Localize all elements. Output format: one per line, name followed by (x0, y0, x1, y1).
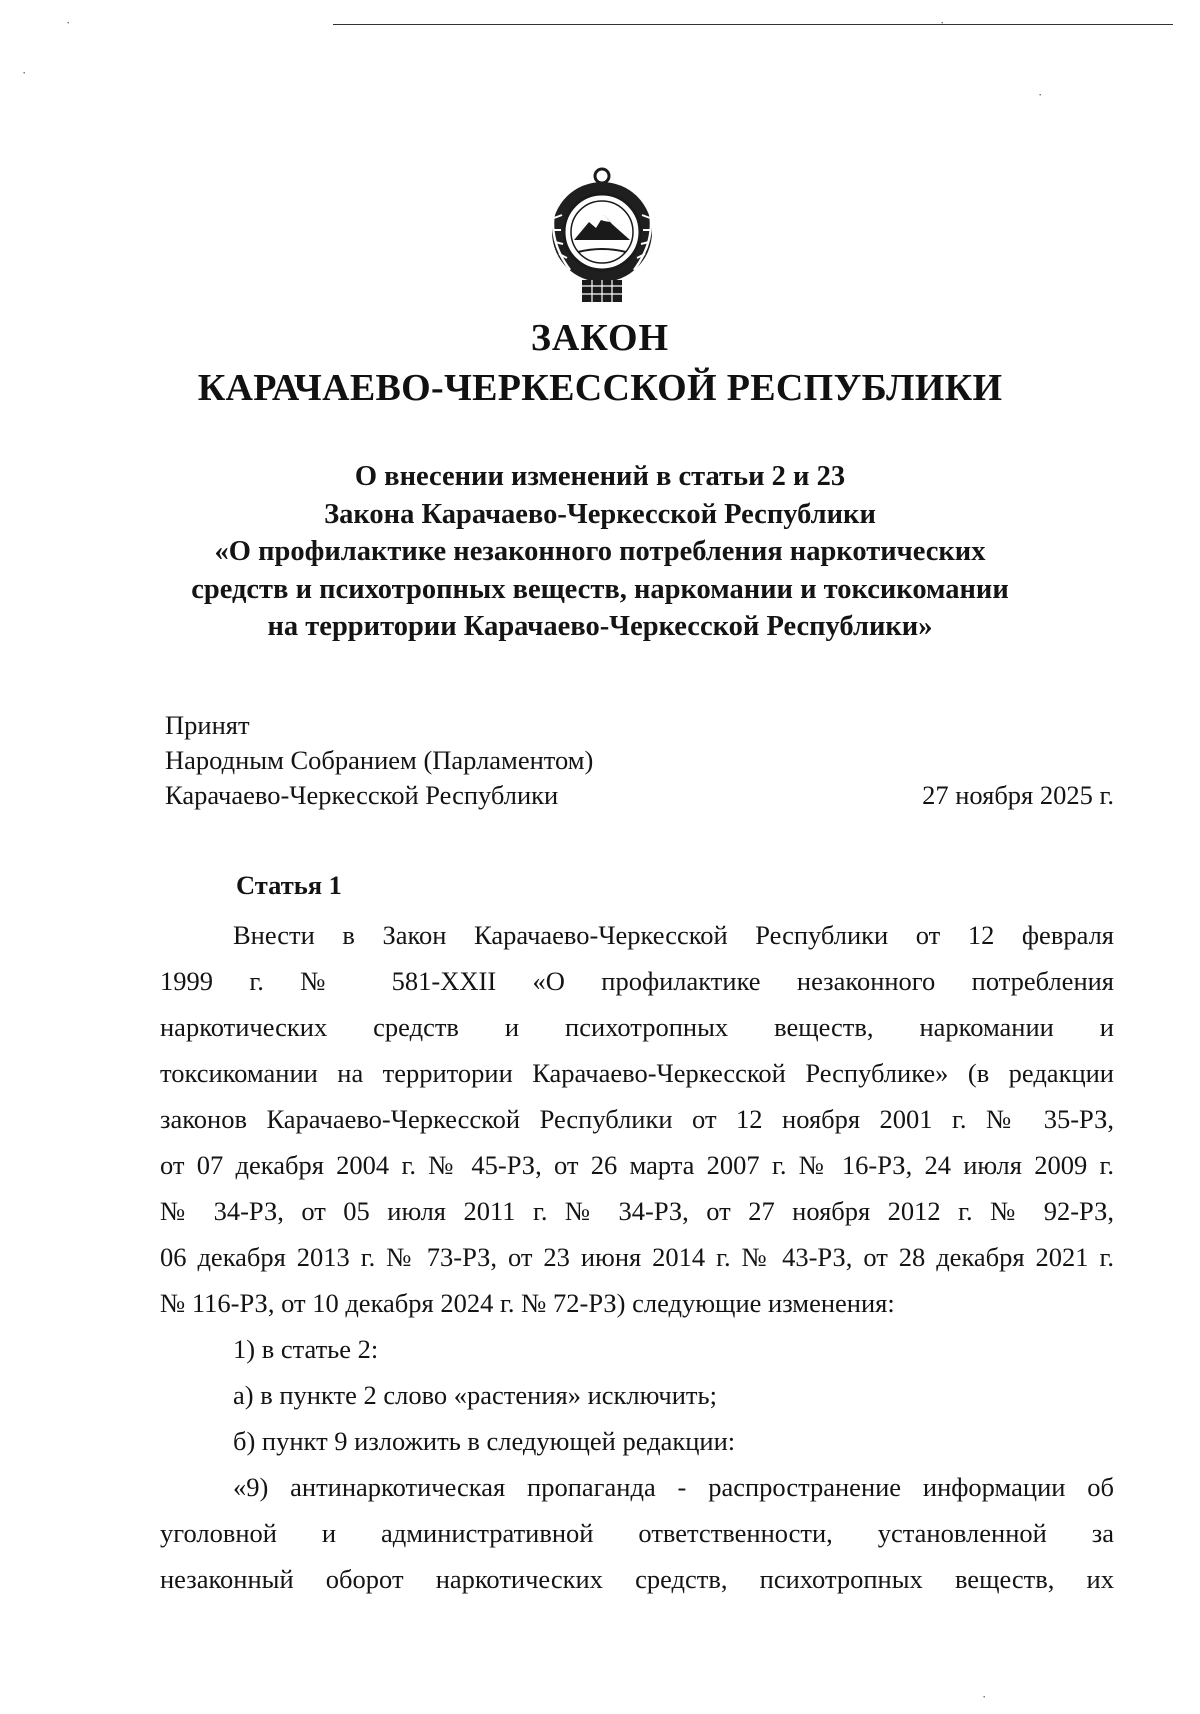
adoption-date: 27 ноября 2025 г. (922, 780, 1114, 810)
paragraph-line: 1999 г. № 581-XXII «О профилактике незаконного потребления (160, 966, 1114, 996)
scan-speck: · (940, 15, 945, 30)
paragraph-line: токсикомании на территории Карачаево-Черкесской Республике» (в редакции (160, 1058, 1114, 1088)
paragraph-line: от 07 декабря 2004 г. № 45-РЗ, от 26 марта 2007 г. № 16-РЗ, 24 июля 2009 г. (160, 1150, 1114, 1180)
paragraph-line: уголовной и административной ответственности, установленной за (160, 1518, 1114, 1548)
law-republic-title: КАРАЧАЕВО-ЧЕРКЕССКОЙ РЕСПУБЛИКИ (197, 367, 1003, 409)
subtitle-line: О внесении изменений в статьи 2 и 23 (354, 461, 846, 492)
paragraph-line: «9) антинаркотическая пропаганда - распространение информации об (233, 1472, 1114, 1502)
scan-speck: · (66, 15, 71, 30)
paragraph-line: 06 декабря 2013 г. № 73-РЗ, от 23 июня 2014 г. № 43-РЗ, от 28 декабря 2021 г. (160, 1242, 1114, 1272)
list-item: 1) в статье 2: (233, 1334, 379, 1364)
paragraph-line: № 34-РЗ, от 05 июля 2011 г. № 34-РЗ, от 27 ноября 2012 г. № 92-РЗ, (160, 1196, 1114, 1226)
adoption-line: Принят (165, 710, 250, 740)
law-title: ЗАКОН (530, 317, 670, 359)
adoption-block (165, 708, 593, 813)
article-heading: Статья 1 (236, 870, 342, 900)
paragraph-line: незаконный оборот наркотических средств, психотропных веществ, их (160, 1564, 1114, 1594)
list-item: а) в пункте 2 слово «растения» исключить; (233, 1380, 717, 1410)
paragraph-line: наркотических средств и психотропных веществ, наркомании и (160, 1012, 1114, 1042)
scan-speck: · (1038, 87, 1043, 102)
list-item: б) пункт 9 изложить в следующей редакции: (233, 1426, 736, 1456)
law-subtitle (0, 458, 1200, 646)
adoption-line: Народным Собранием (Парламентом) (165, 745, 594, 775)
scan-speck: · (982, 1689, 987, 1704)
paragraph-line: № 116-РЗ, от 10 декабря 2024 г. № 72-РЗ) следующие изменения: (160, 1288, 895, 1318)
scan-speck: · (22, 65, 27, 80)
paragraph-line: законов Карачаево-Черкесской Республики от 12 ноября 2001 г. № 35-РЗ, (160, 1104, 1114, 1134)
paragraph-line: Внести в Закон Карачаево-Черкесской Республики от 12 февраля (233, 920, 1114, 950)
subtitle-line: на территории Карачаево-Черкесской Республики» (267, 611, 933, 642)
subtitle-line: средств и психотропных веществ, наркомании и токсикомании (191, 573, 1009, 605)
subtitle-line: «О профилактике незаконного потребления наркотических (214, 536, 986, 567)
top-rule (333, 24, 1173, 25)
coat-of-arms-icon (534, 166, 670, 314)
adoption-line: Карачаево-Черкесской Республики (165, 780, 559, 810)
subtitle-line: Закона Карачаево-Черкесской Республики (324, 498, 876, 530)
